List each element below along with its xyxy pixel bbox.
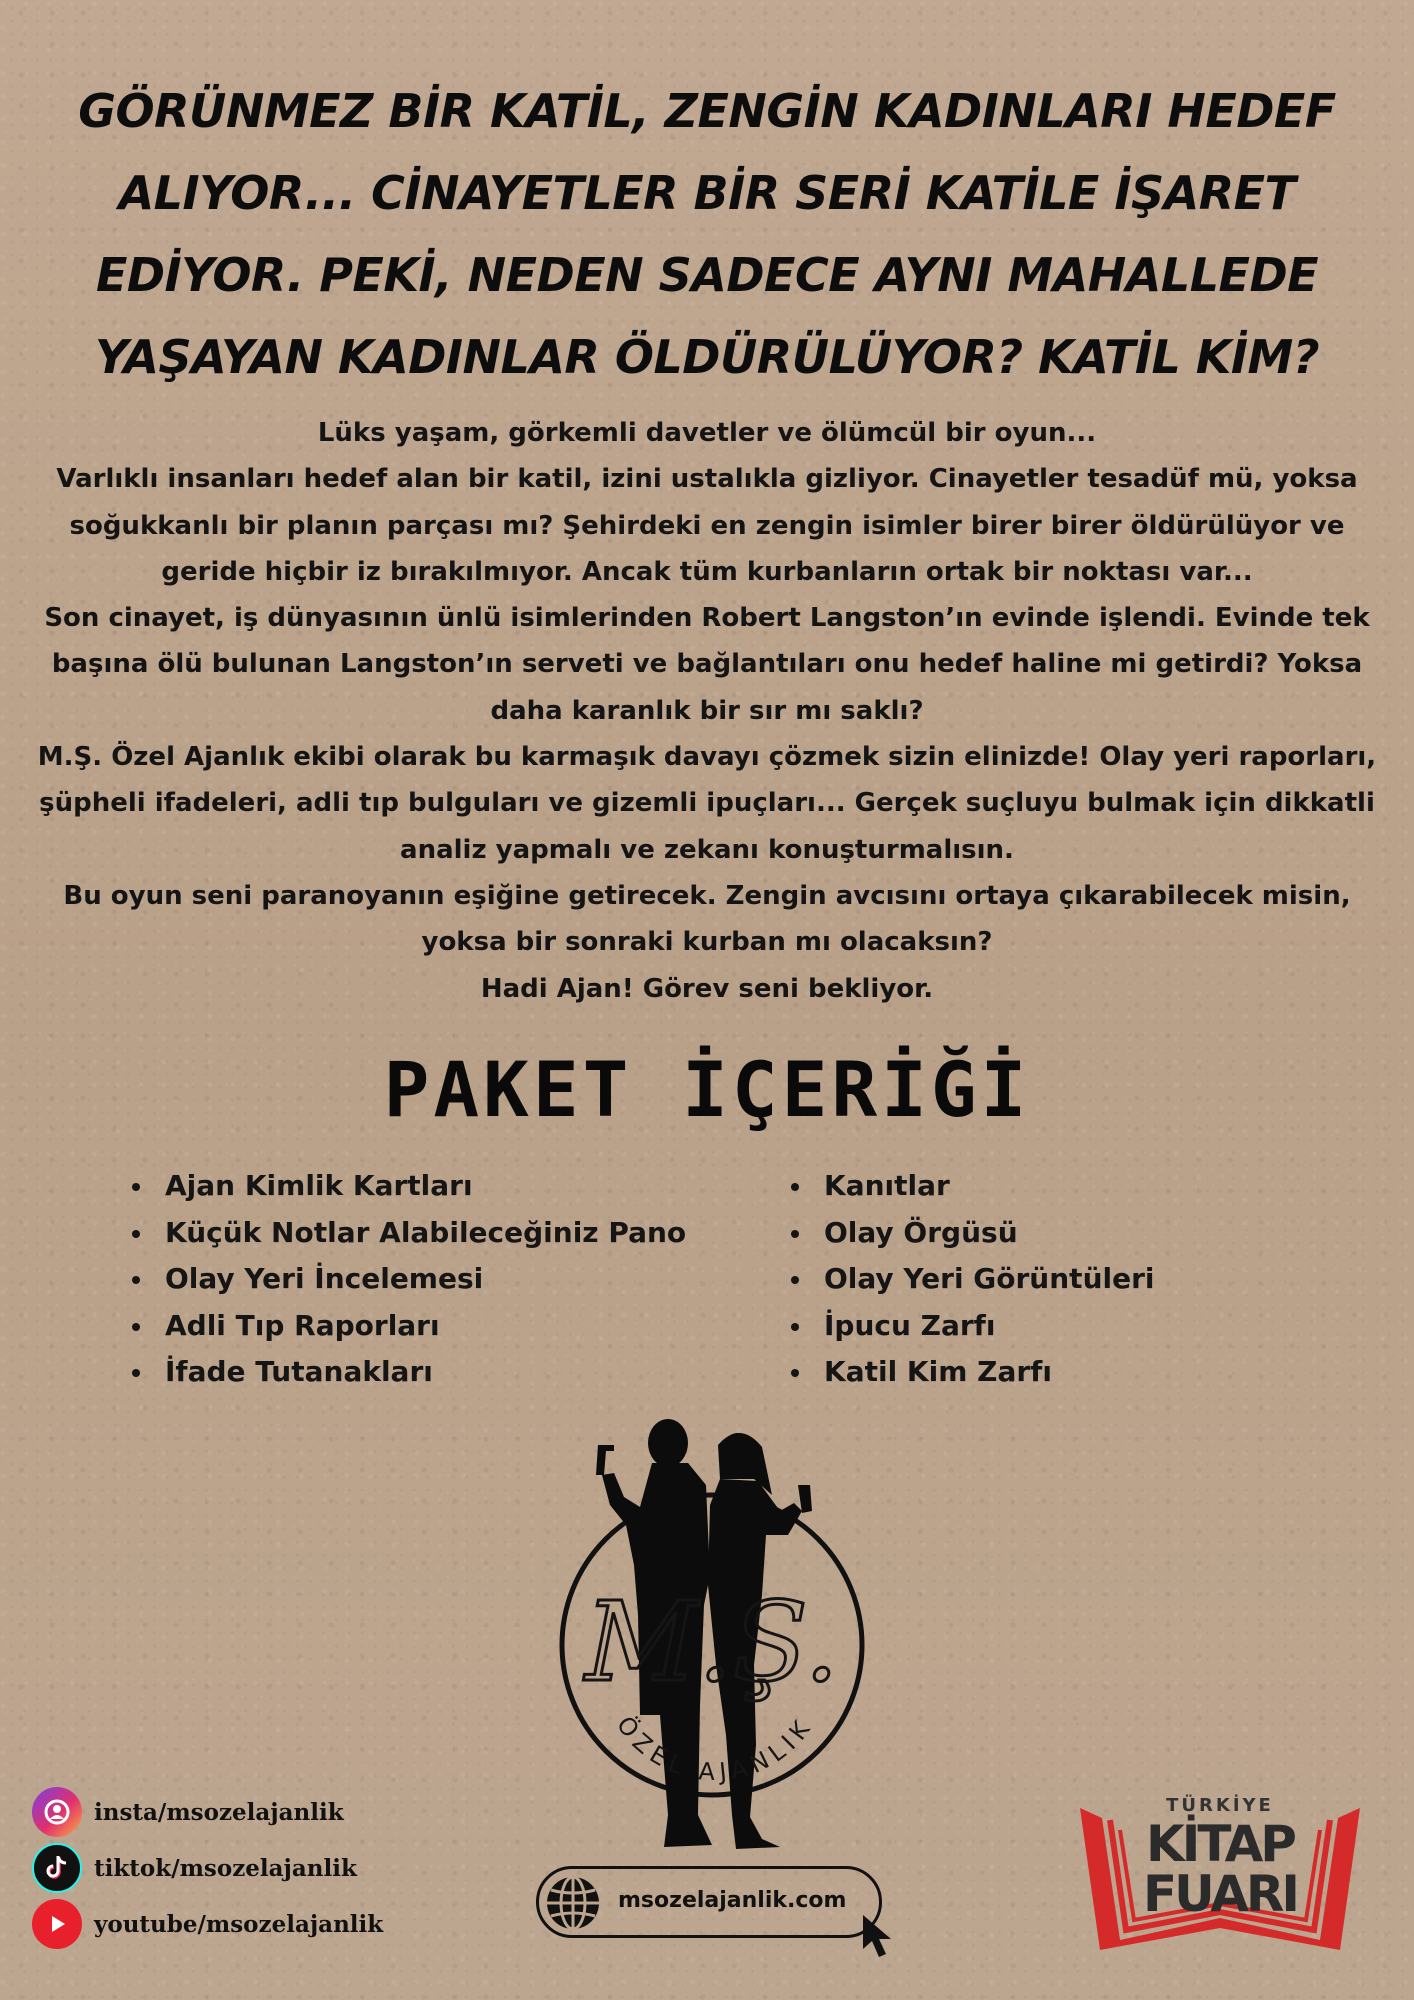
story-paragraph-2: Varlıklı insanları hedef alan bir katil, izini ustalıkla gizliyor. Cinayetler tesadüf mü, yoksa soğukkanlı bir planın parçası mı? Şehirdeki en zengin isimler birer birer öldürülüyor ve geride hiçbir iz bırakılmıyor. Ancak tüm kurbanların ortak bir noktası var... [56,464,1358,587]
website-url: msozelajanlik.com [618,1888,847,1913]
cursor-icon [861,1913,899,1961]
fair-country: TÜRKİYE [1166,1795,1274,1816]
story-paragraph-5: Bu oyun seni paranoyanın eşiğine getirecek. Zengin avcısını ortaya çıkarabilecek misin, yoksa bir sonraki kurban mı olacaksın? [63,880,1351,958]
instagram-glyph [41,1796,73,1828]
package-item: Ajan Kimlik Kartları [125,1163,686,1210]
instagram-icon [32,1787,82,1837]
package-item: İfade Tutanakları [125,1349,686,1396]
story-paragraph-1: Lüks yaşam, görkemli davetler ve ölümcül bir oyun... [317,418,1097,448]
fair-title-line2: FUARI [1142,1865,1298,1923]
package-item: Adli Tıp Raporları [125,1303,686,1350]
agency-logo [540,1415,880,1885]
package-list-left [125,1163,686,1396]
globe-icon [544,1874,602,1932]
tiktok-glyph [42,1853,72,1883]
instagram-handle: insta/msozelajanlik [94,1798,344,1826]
package-item: Olay Örgüsü [784,1210,1155,1257]
package-item: İpucu Zarfı [784,1303,1155,1350]
package-list-right [784,1163,1155,1396]
logo-subtitle-path: ÖZEL AJANLIK [610,1711,820,1787]
social-links [32,1784,383,1952]
youtube-handle: youtube/msozelajanlik [94,1910,384,1938]
youtube-glyph [44,1911,70,1937]
story-paragraph-6: Hadi Ajan! Görev seni bekliyor. [480,973,934,1004]
story-text [30,410,1384,1012]
website-link[interactable] [536,1866,886,1940]
package-item: Kanıtlar [784,1163,1155,1210]
tiktok-handle: tiktok/msozelajanlik [94,1854,357,1882]
tiktok-link[interactable] [32,1840,383,1896]
tiktok-icon [32,1843,82,1893]
package-item: Olay Yeri Görüntüleri [784,1256,1155,1303]
package-item: Katil Kim Zarfı [784,1349,1155,1396]
package-item: Olay Yeri İncelemesi [125,1256,686,1303]
book-fair-logo [1070,1785,1370,1955]
story-paragraph-4: M.Ş. Özel Ajanlık ekibi olarak bu karmaşık davayı çözmek sizin elinizde! Olay yeri raporları, şüpheli ifadeleri, adli tıp bulguları ve gizemli ipuçları... Gerçek suçluyu bulmak için dikkatli analiz yapmalı ve zekanı konuşturmalısın. [37,742,1377,865]
headline: GÖRÜNMEZ BİR KATİL, ZENGİN KADINLARI HEDEF ALIYOR... CİNAYETLER BİR SERİ KATİLE İŞARET EDİYOR. PEKİ, NEDEN SADECE AYNI MAHALLEDE YAŞAYAN KADINLAR ÖLDÜRÜLÜYOR? KATİL KİM? [78,84,1336,384]
logo-initials: M.Ş. [585,1578,839,1706]
instagram-link[interactable] [32,1784,383,1840]
youtube-icon [32,1899,82,1949]
package-title: PAKET İÇERİĞİ [383,1045,1031,1134]
fair-title-line1: KİTAP [1146,1815,1294,1873]
package-item: Küçük Notlar Alabileceğiniz Pano [125,1210,686,1257]
story-paragraph-3: Son cinayet, iş dünyasının ünlü isimlerinden Robert Langston’ın evinde işlendi. Evinde tek başına ölü bulunan Langston’ın serveti ve bağlantıları onu hedef haline mi getirdi? Yoksa daha karanlık bir sır mı saklı? [44,603,1370,726]
youtube-link[interactable] [32,1896,383,1952]
